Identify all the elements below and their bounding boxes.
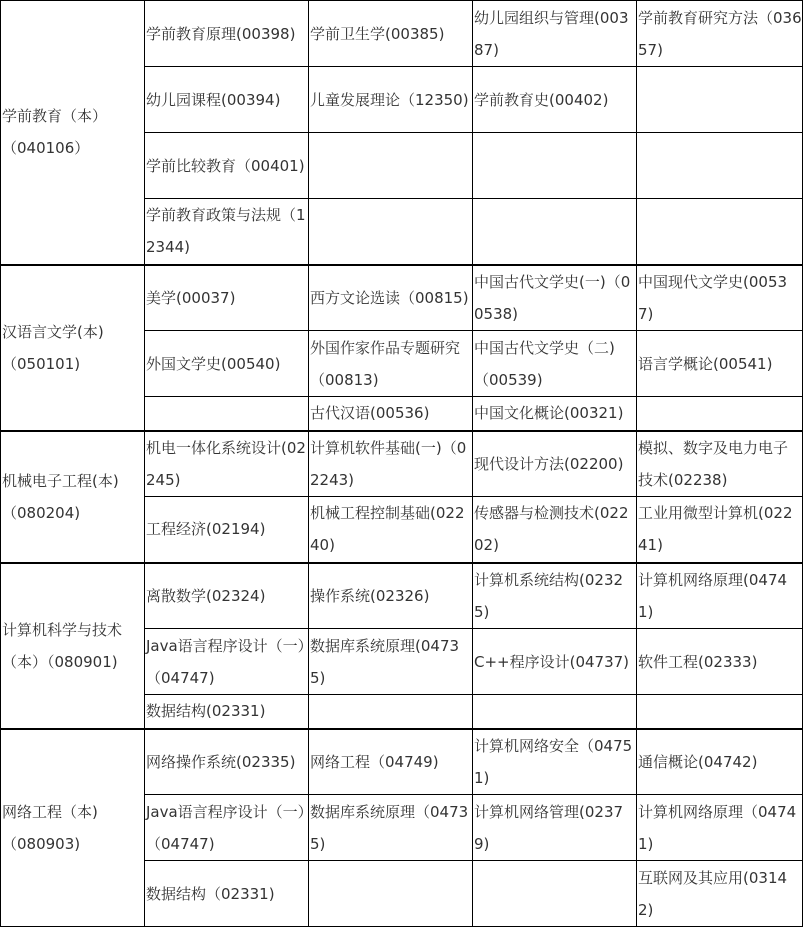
course-cell: 学前教育原理(00398): [145, 1, 309, 67]
major-cell: [1, 1, 145, 265]
course-cell: Java语言程序设计（一）（04747): [145, 795, 309, 861]
course-cell: Java语言程序设计（一）（04747): [145, 629, 309, 695]
course-cell: 通信概论(04742): [637, 729, 803, 795]
course-cell: 古代汉语(00536): [309, 397, 473, 431]
course-cell: 美学(00037): [145, 265, 309, 331]
major-code: （080903): [2, 834, 81, 853]
major-cell: [1, 729, 145, 927]
course-cell: [309, 861, 473, 927]
major-code: （080204): [2, 503, 81, 522]
course-cell: 中国文化概论(00321): [473, 397, 637, 431]
course-cell: 互联网及其应用(03142): [637, 861, 803, 927]
course-cell: 中国古代文学史(一)（00538): [473, 265, 637, 331]
major-name: 汉语言文学(本): [2, 322, 104, 341]
table-row: [1, 563, 803, 629]
course-cell: 工程经济(02194): [145, 497, 309, 563]
course-cell: 数据结构（02331): [145, 861, 309, 927]
major-name: 计算机科学与技术（本）（080901): [2, 620, 123, 671]
course-cell: 数据结构(02331): [145, 695, 309, 729]
course-cell: 中国现代文学史(00537): [637, 265, 803, 331]
course-cell: 儿童发展理论（12350): [309, 67, 473, 133]
course-cell: 现代设计方法(02200): [473, 431, 637, 497]
course-cell: 数据库系统原理（04735): [309, 795, 473, 861]
course-cell: 工业用微型计算机(02241): [637, 497, 803, 563]
course-cell: 离散数学(02324): [145, 563, 309, 629]
course-cell: 计算机网络管理(02379): [473, 795, 637, 861]
course-cell: [637, 67, 803, 133]
course-cell: 计算机网络安全（04751): [473, 729, 637, 795]
course-cell: 外国文学史(00540): [145, 331, 309, 397]
course-cell: 学前教育研究方法（03657): [637, 1, 803, 67]
course-cell: 计算机网络原理（04741): [637, 795, 803, 861]
course-cell: 学前教育史(00402): [473, 67, 637, 133]
course-cell: [309, 199, 473, 265]
course-cell: [473, 199, 637, 265]
course-cell: 计算机系统结构(02325): [473, 563, 637, 629]
major-cell: [1, 563, 145, 729]
course-cell: 模拟、数字及电力电子技术(02238): [637, 431, 803, 497]
course-cell: 操作系统(02326): [309, 563, 473, 629]
course-cell: [473, 695, 637, 729]
table-row: [1, 1, 803, 67]
major-name: 网络工程（本): [2, 802, 98, 821]
course-cell: C++程序设计(04737): [473, 629, 637, 695]
course-cell: 计算机网络原理(04741): [637, 563, 803, 629]
table-row: [1, 431, 803, 497]
course-cell: 幼儿园课程(00394): [145, 67, 309, 133]
table-row: [1, 729, 803, 795]
course-cell: [473, 861, 637, 927]
major-name: 机械电子工程(本): [2, 471, 119, 490]
course-cell: [309, 695, 473, 729]
course-cell: 学前教育政策与法规（12344): [145, 199, 309, 265]
major-cell: [1, 265, 145, 431]
course-cell: [145, 397, 309, 431]
course-cell: 数据库系统原理(04735): [309, 629, 473, 695]
course-cell: 语言学概论(00541): [637, 331, 803, 397]
course-cell: 外国作家作品专题研究（00813): [309, 331, 473, 397]
course-cell: [473, 133, 637, 199]
course-cell: [637, 133, 803, 199]
course-cell: 学前卫生学(00385): [309, 1, 473, 67]
course-cell: 幼儿园组织与管理(00387): [473, 1, 637, 67]
course-cell: 计算机软件基础(一)（02243): [309, 431, 473, 497]
course-cell: [309, 133, 473, 199]
course-cell: 机械工程控制基础(02240): [309, 497, 473, 563]
course-cell: 学前比较教育（00401): [145, 133, 309, 199]
major-code: （050101): [2, 354, 81, 373]
major-name: 学前教育（本）: [2, 107, 108, 126]
course-cell: [637, 199, 803, 265]
course-cell: [637, 695, 803, 729]
course-cell: 中国古代文学史（二)（00539): [473, 331, 637, 397]
course-cell: 网络操作系统(02335): [145, 729, 309, 795]
course-cell: 网络工程（04749): [309, 729, 473, 795]
course-cell: 西方文论选读（00815): [309, 265, 473, 331]
major-cell: [1, 431, 145, 563]
course-cell: 机电一体化系统设计(02245): [145, 431, 309, 497]
major-code: （040106）: [2, 139, 90, 158]
table-row: [1, 265, 803, 331]
course-cell: 传感器与检测技术(02202): [473, 497, 637, 563]
course-cell: 软件工程(02333): [637, 629, 803, 695]
course-cell: [637, 397, 803, 431]
